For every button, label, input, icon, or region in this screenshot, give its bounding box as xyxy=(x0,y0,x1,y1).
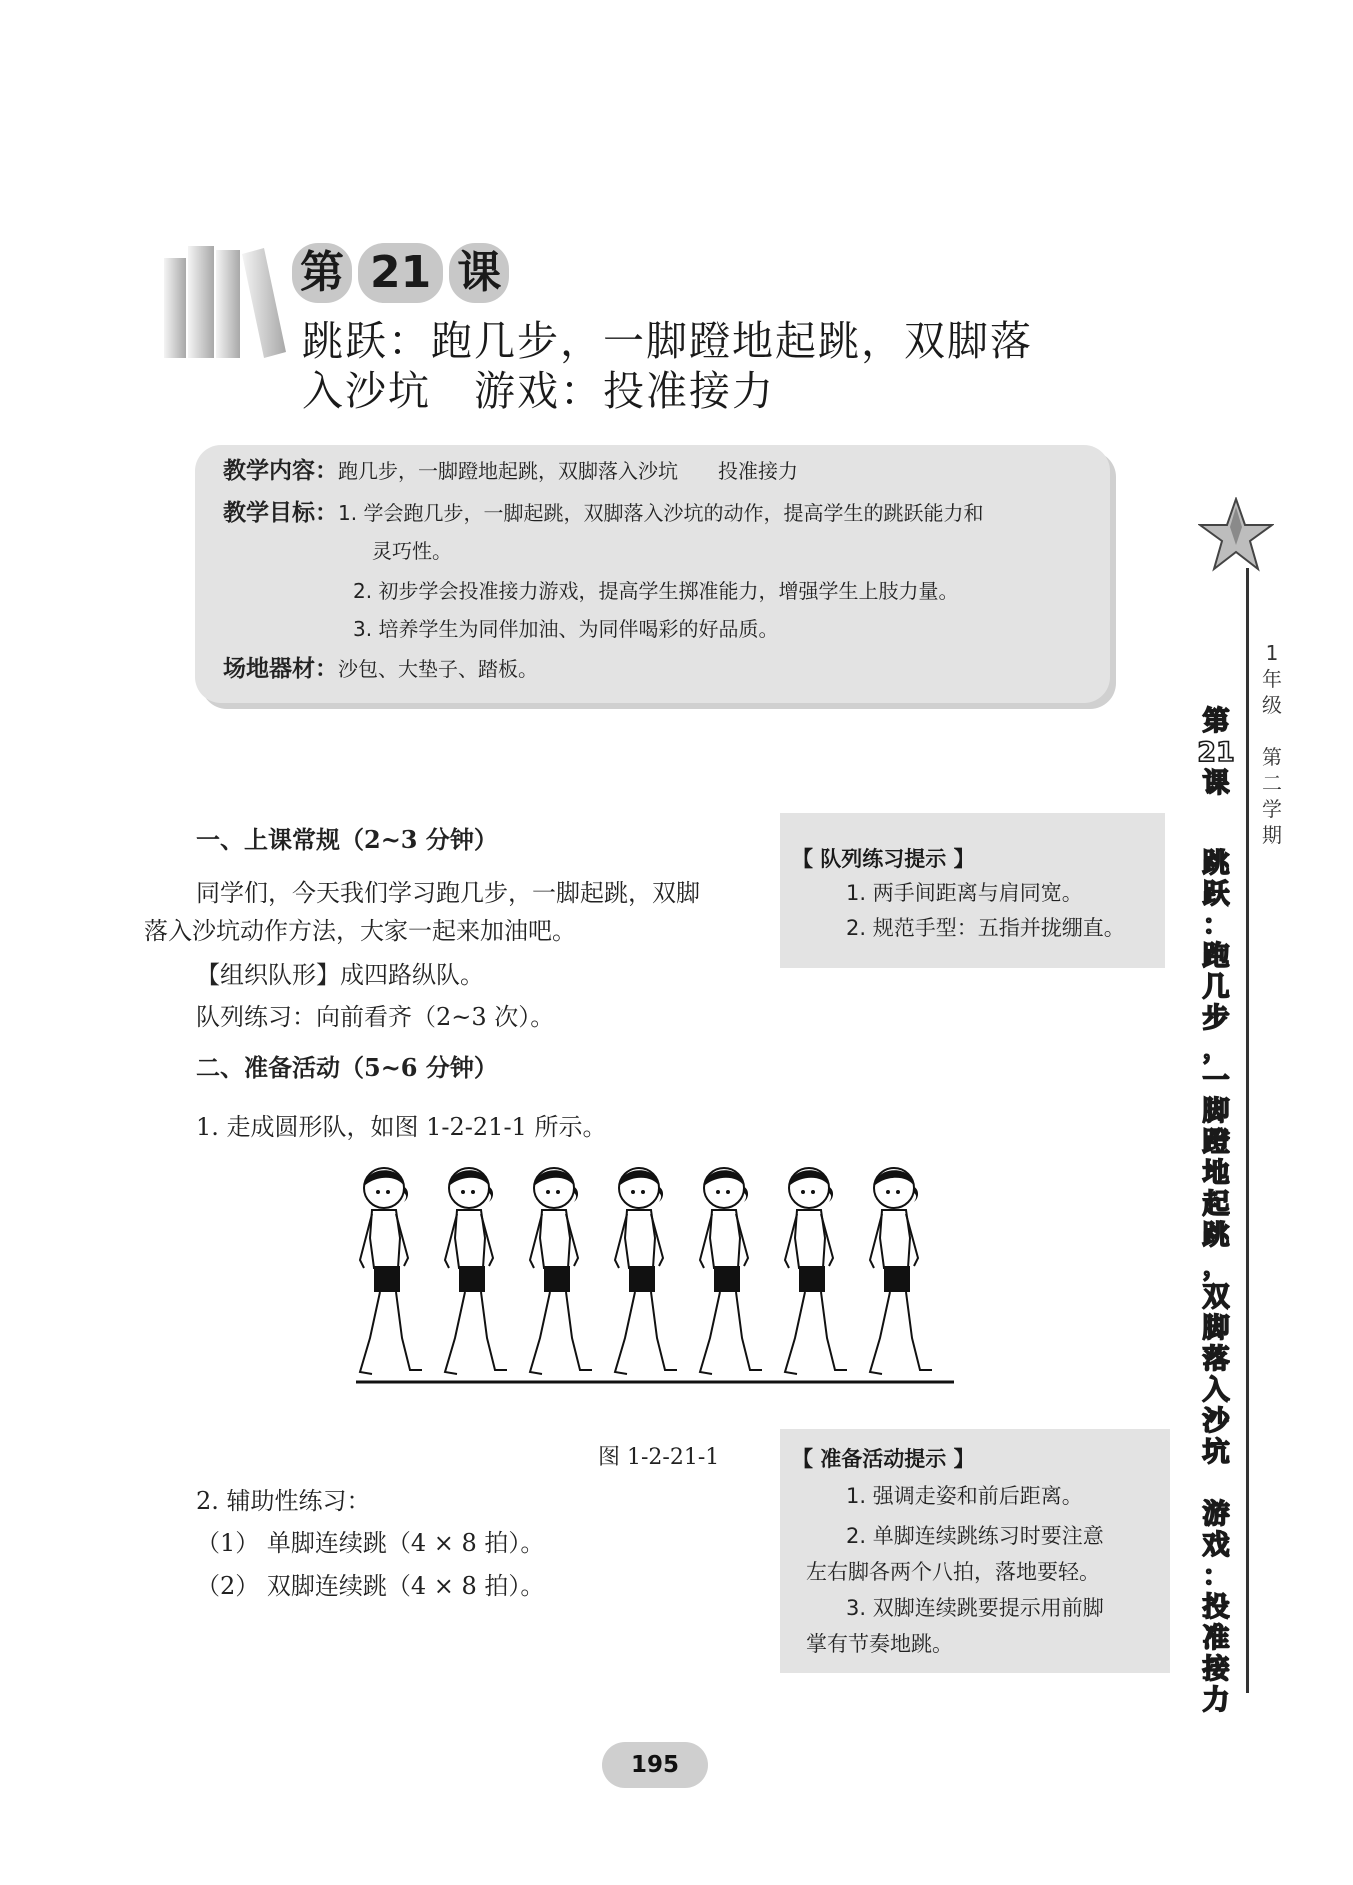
side-char: 二 xyxy=(1262,771,1282,795)
walking-children-figure xyxy=(350,1160,960,1400)
goals-label: 教学目标： xyxy=(223,500,338,526)
step-2-text: 2. 辅助性练习： xyxy=(196,1487,371,1515)
side-char: 坑 xyxy=(1202,1437,1230,1468)
lesson-title xyxy=(292,242,515,304)
equipment-value: 沙包、大垫子、踏板。 xyxy=(338,657,538,681)
side-char: 沙 xyxy=(1202,1406,1230,1437)
side-char: 步 xyxy=(1202,1003,1230,1034)
side-char: 脚 xyxy=(1202,1096,1230,1127)
sub-step-2: （2） 双脚连续跳（4 × 8 拍）。 xyxy=(196,1572,545,1600)
side-char: 力 xyxy=(1202,1685,1230,1716)
star-icon xyxy=(1198,497,1274,573)
figure-caption: 图 1-2-21-1 xyxy=(598,1445,720,1470)
warmup-tip-2-cont: 左右脚各两个八拍，落地要轻。 xyxy=(806,1560,1100,1584)
side-char xyxy=(1196,1468,1236,1499)
side-char xyxy=(1252,718,1292,744)
side-char: 第 xyxy=(1202,706,1230,737)
side-char: 几 xyxy=(1202,972,1230,1003)
side-char: 起 xyxy=(1202,1189,1230,1220)
side-lesson-label xyxy=(1196,706,1236,799)
side-char: 一 xyxy=(1202,1065,1230,1096)
side-char: 蹬 xyxy=(1202,1127,1230,1158)
side-char: 脚 xyxy=(1202,1313,1230,1344)
warmup-tip-3: 3. 双脚连续跳要提示用前脚 xyxy=(846,1596,1104,1620)
drill-tip-1: 1. 两手间距离与肩同宽。 xyxy=(846,881,1083,905)
side-char: 跑 xyxy=(1202,941,1230,972)
side-char: 落 xyxy=(1202,1344,1230,1375)
warmup-tips-title: 【 准备活动提示 】 xyxy=(792,1447,975,1471)
subtitle-line-2: 入沙坑 游戏：投准接力 xyxy=(302,367,775,415)
side-char: ： xyxy=(1202,1561,1230,1592)
warmup-tips-box xyxy=(780,1429,1170,1673)
side-char: 年 xyxy=(1262,667,1282,691)
section-1-heading: 一、上课常规（2~3 分钟） xyxy=(196,825,498,854)
side-char: 跃 xyxy=(1202,879,1230,910)
side-char: 游 xyxy=(1202,1499,1230,1530)
content-label: 教学内容： xyxy=(223,458,338,484)
side-char: 第 xyxy=(1262,745,1282,769)
goal-1: 1. 学会跑几步，一脚起跳，双脚落入沙坑的动作，提高学生的跳跃能力和 xyxy=(338,501,984,525)
drill-tip-2: 2. 规范手型：五指并拢绷直。 xyxy=(846,916,1125,940)
side-title-label xyxy=(1196,848,1236,1716)
warmup-tip-1: 1. 强调走姿和前后距离。 xyxy=(846,1484,1083,1508)
drill-text: 队列练习：向前看齐（2~3 次）。 xyxy=(196,1003,555,1031)
step-1-text: 1. 走成圆形队，如图 1-2-21-1 所示。 xyxy=(196,1113,607,1141)
lesson-subtitle xyxy=(302,316,1033,416)
sub-step-1: （1） 单脚连续跳（4 × 8 拍）。 xyxy=(196,1529,545,1557)
side-char: 戏 xyxy=(1202,1530,1230,1561)
content-value: 跑几步，一脚蹬地起跳，双脚落入沙坑 投准接力 xyxy=(338,459,798,483)
side-char: ： xyxy=(1202,910,1230,941)
side-char: 期 xyxy=(1262,823,1282,847)
goal-3: 3. 培养学生为同伴加油、为同伴喝彩的好品质。 xyxy=(353,617,779,641)
formation-text: 【组织队形】成四路纵队。 xyxy=(196,961,484,989)
lesson-prefix: 第 xyxy=(292,243,352,303)
side-char: 接 xyxy=(1202,1654,1230,1685)
side-grade-label xyxy=(1252,640,1292,848)
side-char: ， xyxy=(1202,1251,1230,1282)
warmup-tip-3-cont: 掌有节奏地跳。 xyxy=(806,1632,953,1656)
section-1-para-line-2: 落入沙坑动作方法，大家一起来加油吧。 xyxy=(144,917,576,945)
side-char: 学 xyxy=(1262,797,1282,821)
side-char: 跳 xyxy=(1202,1220,1230,1251)
side-char: 入 xyxy=(1202,1375,1230,1406)
lesson-number: 21 xyxy=(358,243,443,303)
side-char: 课 xyxy=(1202,768,1230,799)
drill-tips-box xyxy=(780,813,1165,968)
side-char: ， xyxy=(1202,1034,1230,1065)
side-rule xyxy=(1246,568,1249,1693)
side-char: 地 xyxy=(1202,1158,1230,1189)
side-char: 投 xyxy=(1202,1592,1230,1623)
section-1-para-line-1: 同学们，今天我们学习跑几步，一脚起跳，双脚 xyxy=(196,879,700,907)
side-char: 双 xyxy=(1202,1282,1230,1313)
side-char: 准 xyxy=(1202,1623,1230,1654)
page-number: 195 xyxy=(602,1742,708,1788)
side-char: 跳 xyxy=(1202,848,1230,879)
section-2-heading: 二、准备活动（5~6 分钟） xyxy=(196,1053,498,1082)
subtitle-line-1: 跳跃：跑几步，一脚蹬地起跳，双脚落 xyxy=(302,317,1033,365)
warmup-tip-2: 2. 单脚连续跳练习时要注意 xyxy=(846,1524,1104,1548)
side-char: 级 xyxy=(1262,693,1282,717)
goal-2: 2. 初步学会投准接力游戏，提高学生掷准能力，增强学生上肢力量。 xyxy=(353,579,959,603)
drill-tips-title: 【 队列练习提示 】 xyxy=(792,847,975,871)
lesson-info-box xyxy=(195,445,1110,703)
lesson-suffix: 课 xyxy=(449,243,509,303)
side-char: 21 xyxy=(1197,737,1235,768)
books-decoration xyxy=(160,240,290,360)
side-char: 1 xyxy=(1265,641,1279,665)
equipment-label: 场地器材： xyxy=(223,656,338,682)
goal-1-cont: 灵巧性。 xyxy=(372,539,452,563)
